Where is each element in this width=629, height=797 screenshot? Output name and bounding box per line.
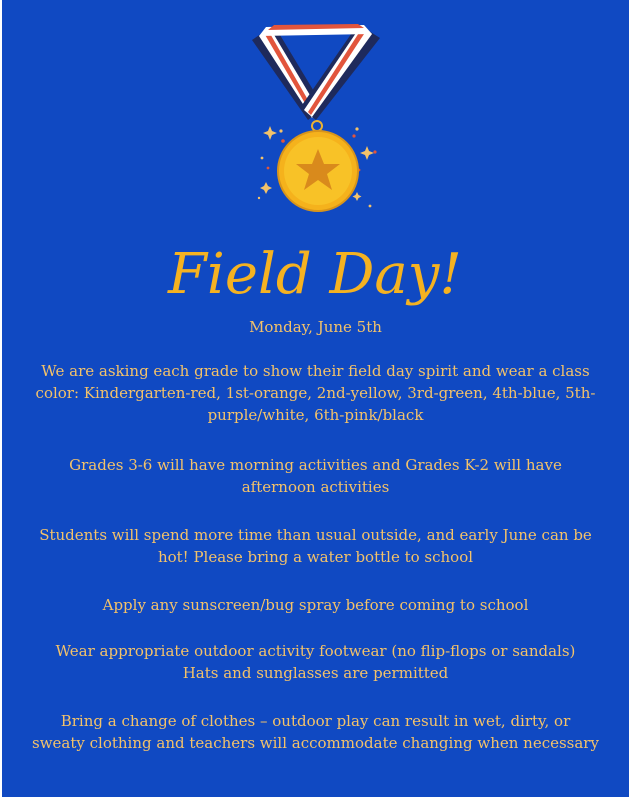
event-date: Monday, June 5th [249,318,382,336]
paragraph-water-bottle: Students will spend more time than usual outside, and early June can be hot! Please bring a water bottle to school [39,526,592,566]
medal-icon [2,0,629,230]
paragraph-sunscreen: Apply any sunscreen/bug spray before coming to school [102,596,529,614]
page-title [2,225,629,315]
paragraph-change-of-clothes: Bring a change of clothes – outdoor play can result in wet, dirty, or sweaty clothing and teachers will accommodate changing when necessary [32,712,599,752]
medal-ring [312,121,322,131]
field-day-flyer [2,0,629,797]
paragraph-footwear: Wear appropriate outdoor activity footwear (no flip-flops or sandals) Hats and sunglasses are permitted [55,642,576,682]
ribbon [252,24,380,120]
paragraph-schedule: Grades 3-6 will have morning activities and Grades K-2 will have afternoon activities [69,456,562,496]
paragraph-class-colors: We are asking each grade to show their field day spirit and wear a class color: Kindergarten-red, 1st-orange, 2nd-yellow, 3rd-green, 4th-blue, 5th- purple/white, 6th-pink/black [35,362,596,424]
title-text: Field Day! [168,242,462,307]
